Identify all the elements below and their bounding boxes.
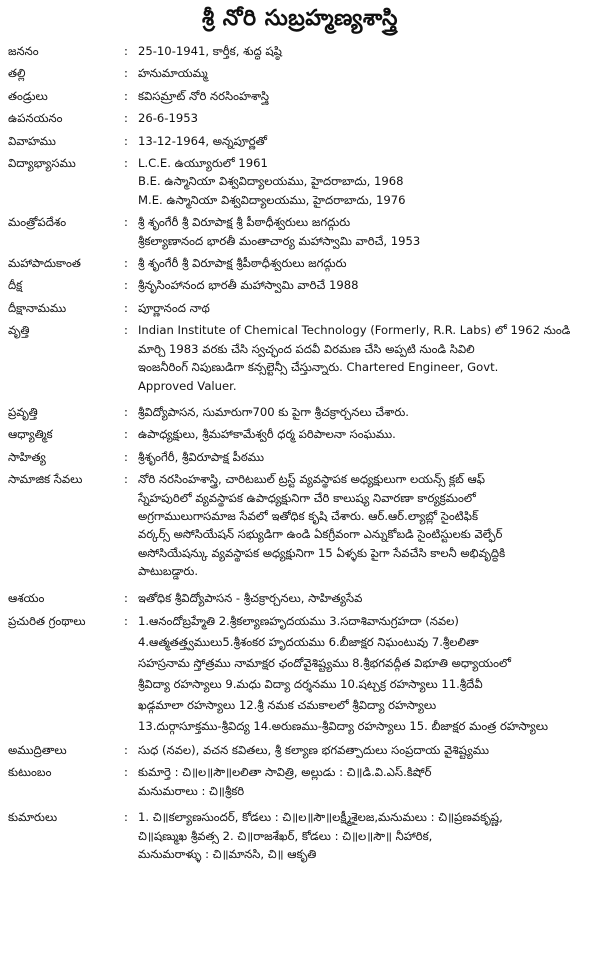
info-row <box>8 132 592 150</box>
row-value-line: కుమార్తె : చి॥ల॥సౌ॥లలితా సావిత్రి, అల్లుడు : చి॥డి.వి.ఎస్.కిషోర్ <box>138 765 432 780</box>
row-value-line: శ్రీకల్యాణానంద భారతీ మంతాచార్య మహాస్వామి వారిచే, 1953 <box>138 233 421 248</box>
info-row <box>8 154 592 209</box>
row-value-line: 4.ఆత్మతత్త్వములు5.శ్రీశంకర హృదయము 6.బీజాక్షర నిఘంటువు 7.శ్రీలలితా <box>138 634 479 649</box>
row-label: దీక్షానామము <box>8 300 67 315</box>
row-value <box>138 763 592 800</box>
row-value-line: ఇంజనీరింగ్ నిపుణుడిగా కన్సల్టెన్సీ చేస్తున్నారు. Chartered Engineer, Govt. <box>138 360 499 375</box>
row-value-line: వర్కర్స్ అసోసియేషన్ సభ్యుడిగా ఉండి ఏకగ్రీవంగా ఎన్నుకోబడి సైంటిస్టులకు వెల్ఫేర్ <box>138 527 503 542</box>
info-row <box>8 808 592 863</box>
row-label: ఉపనయనం <box>8 111 63 126</box>
info-row <box>8 611 592 737</box>
row-spacer <box>8 395 592 403</box>
info-row <box>8 276 592 294</box>
row-separator: : <box>124 810 128 825</box>
row-label: ఆశయం <box>8 590 45 605</box>
row-separator: : <box>124 44 128 58</box>
row-value-line: శ్రీశృంగేరీ, శ్రీవిరూపాక్ష పీఠము <box>138 449 264 464</box>
info-row <box>8 109 592 127</box>
row-label: ప్రచురిత గ్రంథాలు <box>8 613 86 628</box>
row-label: సాహిత్య <box>8 449 46 464</box>
row-value-line: ఖడ్గమాలా రహస్యాలు 12.శ్రీ నమక చమకాలలో శ్రీవిద్యా రహస్యాలు <box>138 697 437 712</box>
row-separator: : <box>124 765 128 780</box>
row-label: అముద్రితాలు <box>8 742 67 757</box>
row-value-line: మనుమరాళ్ళు : చి॥మానసి, చి॥ ఆకృతి <box>138 847 317 861</box>
row-value <box>138 403 592 421</box>
row-value-line: పూర్ణానంద నాథ <box>138 300 210 315</box>
info-row <box>8 254 592 272</box>
row-label: తండ్రులు <box>8 88 48 103</box>
row-value <box>138 213 592 250</box>
row-value-line: 13-12-1964, అన్నపూర్ణతో <box>138 133 267 148</box>
info-row <box>8 425 592 443</box>
row-value-line: నోరి నరసింహశాస్త్రి, చారిటబుల్ ట్రస్ట్ వ్యవస్థాపక అధ్యక్షులుగా లయన్స్ క్లబ్ ఆఫ్ <box>138 472 485 487</box>
biography-table <box>8 42 592 863</box>
row-separator: : <box>124 300 128 315</box>
row-separator: : <box>124 111 128 126</box>
row-label: దీక్ష <box>8 278 23 293</box>
row-label: మహాపాదుకాంత <box>8 256 81 271</box>
row-value <box>138 132 592 150</box>
row-value-line: 1. చి॥కల్యాణసుందర్, కోడలు : చి॥ల॥సౌ॥లక్ష్మీశైలజ,మనుమలు : చి॥ప్రణవకృష్ణ, <box>138 810 503 825</box>
row-value-line: B.E. ఉస్మానియా విశ్వవిద్యాలయము, హైదరాబాదు, 1968 <box>138 174 404 189</box>
row-value <box>138 87 592 105</box>
row-separator: : <box>124 404 128 419</box>
info-row <box>8 741 592 759</box>
row-separator: : <box>124 215 128 230</box>
row-separator: : <box>124 278 128 293</box>
row-value <box>138 448 592 466</box>
row-label: తల్లి <box>8 66 26 81</box>
row-label: కుటుంబం <box>8 765 52 780</box>
info-row <box>8 403 592 421</box>
row-value <box>138 109 592 127</box>
row-label: సామాజిక సేవలు <box>8 472 83 487</box>
row-value-line: 1.ఆనందోబ్రహ్మేతి 2.శ్రీకల్యాణహృదయము 3.సదాశివానుగ్రహదా (నవల) <box>138 613 459 628</box>
row-value <box>138 299 592 317</box>
row-separator: : <box>124 88 128 103</box>
row-value-line: మార్చి 1983 వరకు చేసి స్వచ్ఛంద పదవీ విరమణ చేసి అప్పటి నుండి సివిలి <box>138 341 475 356</box>
row-label: ప్రవృత్తి <box>8 404 38 419</box>
info-row <box>8 213 592 250</box>
row-value-line: శ్రీనృసింహానంద భారతీ మహాస్వామి వారిచే 1988 <box>138 278 359 293</box>
row-separator: : <box>124 449 128 464</box>
page-title: శ్రీ నోరి సుబ్రహ్మణ్యశాస్త్రి <box>201 6 398 31</box>
row-spacer <box>8 581 592 589</box>
row-label: వివాహము <box>8 133 56 148</box>
info-row <box>8 42 592 60</box>
row-value-line: ఇతోధిక శ్రీవిద్యోపాసన - శ్రీచక్రార్చనలు, సాహిత్యసేవ <box>138 590 363 605</box>
row-value-line: 13.దుర్గాసూక్తము-శ్రీవిద్య 14.అరుణము-శ్రీవిద్యా రహస్యాలు 15. బీజాక్షర మంత్ర రహస్యాలు <box>138 718 548 733</box>
row-value <box>138 741 592 759</box>
row-separator: : <box>124 590 128 605</box>
row-value <box>138 808 592 863</box>
row-separator: : <box>124 613 128 628</box>
row-value-line: శ్రీవిద్యోపాసన, సుమారుగా700 కు పైగా శ్రీచక్రార్చనలు చేశారు. <box>138 404 409 419</box>
row-value <box>138 321 592 395</box>
row-separator: : <box>124 66 128 81</box>
row-value-line: శ్రీవిద్యా రహస్యాలు 9.మధు విద్యా దర్శనము 10.షట్చక్ర రహస్యాలు 11.శ్రీదేవీ <box>138 676 483 691</box>
row-value <box>138 254 592 272</box>
row-value-line: L.C.E. ఉయ్యూరులో 1961 <box>138 156 268 171</box>
row-label: కుమారులు <box>8 810 58 825</box>
row-value-line: చి॥షణ్ముఖ శ్రీవత్స 2. చి॥రాజశేఖర్, కోడలు : చి॥ల॥సౌ॥ నీహారిక, <box>138 828 433 843</box>
row-value-line: సుధ (నవల), వచన కవితలు, శ్రీ కల్యాణ భగవత్పాదులు సంప్రదాయ వైశిష్ట్యము <box>138 742 490 757</box>
row-value-line: శ్రీ శృంగేరీ శ్రీ విరూపాక్ష శ్రీపీఠాధీశ్వరులు జగద్గురు <box>138 256 347 271</box>
row-value-line: Indian Institute of Chemical Technology (Formerly, R.R. Labs) లో 1962 నుండి <box>138 323 571 338</box>
row-separator: : <box>124 742 128 757</box>
row-value <box>138 470 592 580</box>
row-value-line: Approved Valuer. <box>138 378 237 393</box>
row-value-line: శ్రీ శృంగేరీ శ్రీ విరూపాక్ష శ్రీ పీఠాధీశ్వరులు జగద్గురు <box>138 215 351 230</box>
row-value <box>138 64 592 82</box>
row-value <box>138 425 592 443</box>
row-separator: : <box>124 472 128 487</box>
row-value-line: 26-6-1953 <box>138 111 199 126</box>
row-label: ఆధ్యాత్మిక <box>8 427 53 442</box>
row-spacer <box>8 800 592 808</box>
row-separator: : <box>124 323 128 338</box>
row-label: వృత్తి <box>8 323 30 338</box>
row-label: జననం <box>8 44 39 58</box>
row-value-line: అగ్రగాములుగాసమాజ సేవలో ఇతోధిక కృషి చేశారు. ఆర్.ఆర్.ల్యాబ్లో సైంటిఫిక్ <box>138 508 479 523</box>
row-value-line: M.E. ఉస్మానియా విశ్వవిద్యాలయము, హైదరాబాదు, 1976 <box>138 192 406 207</box>
row-value-line: 25-10-1941, కార్తీక, శుద్ధ షష్ఠి <box>138 44 282 58</box>
row-value-line: ఉపాధ్యక్షులు, శ్రీమహాకామేశ్వరీ ధర్మ పరిపాలనా సంఘము. <box>138 427 396 442</box>
row-value-line: స్నేహపురిలో వ్యవస్థాపక ఉపాధ్యక్షునిగా చేరి కాలుష్య నివారణా కార్యక్రమంలో <box>138 490 476 505</box>
row-value <box>138 154 592 209</box>
info-row <box>8 299 592 317</box>
row-separator: : <box>124 427 128 442</box>
row-separator: : <box>124 156 128 171</box>
row-value-line: మనుమరాలు : చి॥శ్రీకరి <box>138 783 245 798</box>
row-value <box>138 276 592 294</box>
row-value-line: హనుమాయమ్మ <box>138 66 208 81</box>
row-label: విద్యాభ్యాసము <box>8 156 76 171</box>
row-value-line: కవిసమ్రాట్ నోరి నరసింహశాస్త్రి <box>138 88 270 103</box>
info-row <box>8 64 592 82</box>
info-row <box>8 589 592 607</box>
row-label: మంత్రోపదేశం <box>8 215 67 230</box>
row-separator: : <box>124 256 128 271</box>
row-value-line: అసోసియేషన్కు వ్యవస్థాపక అధ్యక్షునిగా 15 ఏళ్ళకు పైగా సేవచేసి కాలనీ అభివృద్ధికి <box>138 545 506 560</box>
row-value <box>138 589 592 607</box>
row-value-line: పాటుబడ్డారు. <box>138 564 199 579</box>
row-value <box>138 42 592 60</box>
info-row <box>8 87 592 105</box>
info-row <box>8 321 592 395</box>
row-separator: : <box>124 133 128 148</box>
row-value-line: సహస్రనామ స్తోత్రము నామాక్షర ఛందోవైశిష్ట్యము 8.శ్రీభగవద్గీత విభూతి అధ్యాయంలో <box>138 655 511 670</box>
info-row <box>8 470 592 580</box>
info-row <box>8 763 592 800</box>
row-value <box>138 611 592 737</box>
info-row <box>8 448 592 466</box>
